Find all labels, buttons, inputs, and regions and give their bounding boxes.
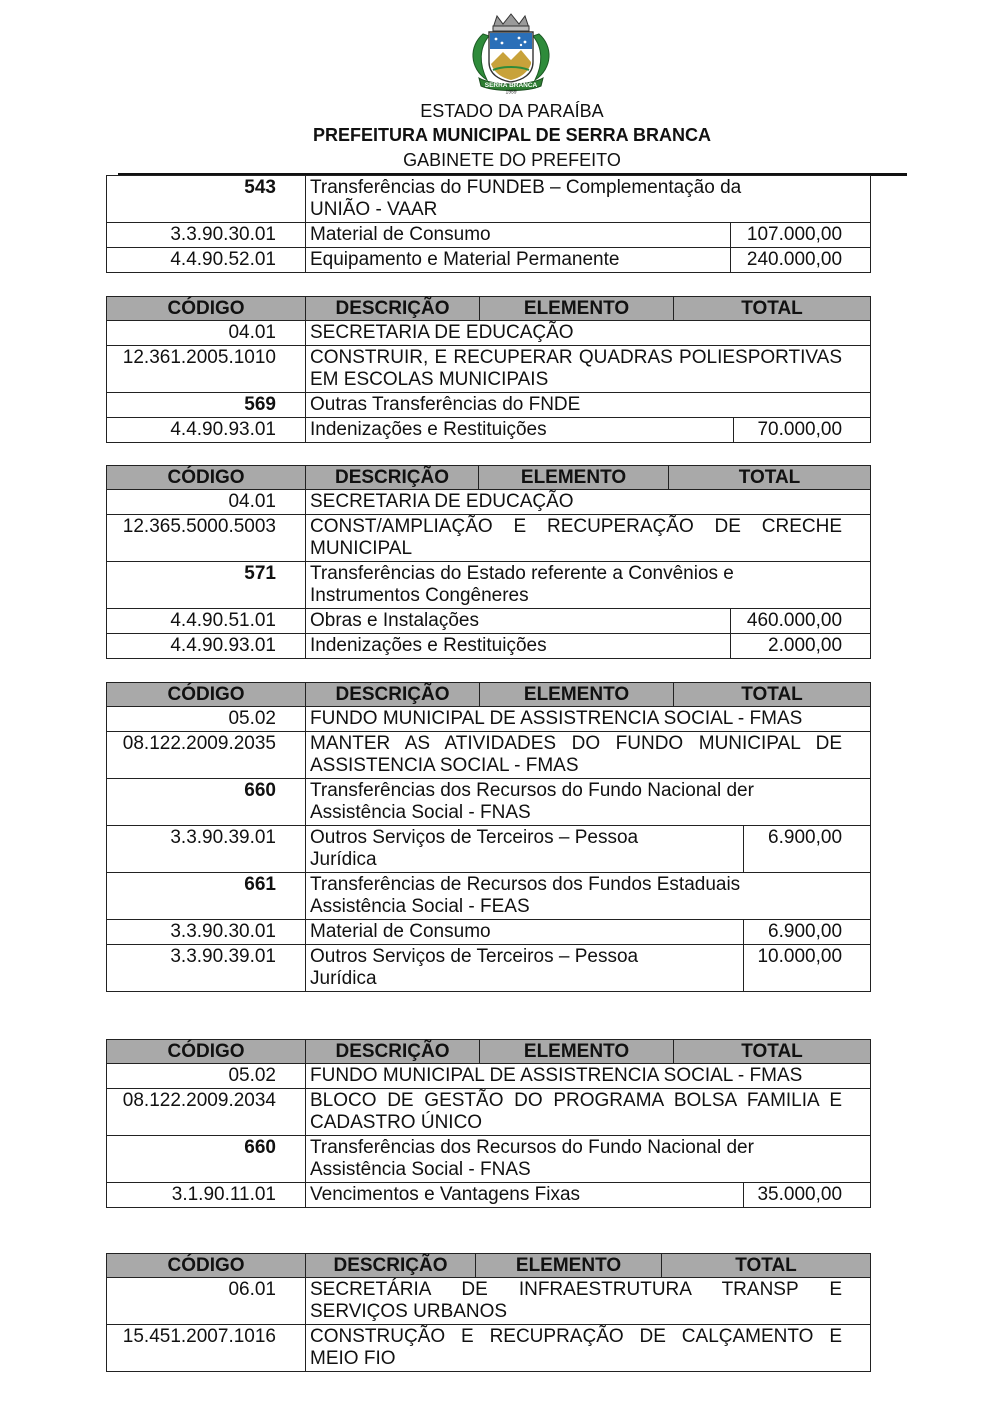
row-value: 70.000,00 — [734, 418, 871, 443]
row-description: SECRETÁRIA DE INFRAESTRUTURA TRANSP E SERVIÇOS URBANOS — [306, 1278, 871, 1325]
row-code: 543 — [107, 176, 306, 223]
crest-year: 1959 — [505, 89, 517, 94]
municipal-crest-icon — [463, 12, 559, 94]
row-description: Outros Serviços de Terceiros – Pessoa Jurídica — [306, 945, 744, 992]
prefeitura-name: PREFEITURA MUNICIPAL DE SERRA BRANCA — [312, 125, 711, 145]
col-codigo: CÓDIGO — [107, 297, 306, 321]
col-total: TOTAL — [674, 683, 871, 707]
row-value: 10.000,00 — [744, 945, 871, 992]
row-code: 12.361.2005.1010 — [107, 346, 306, 393]
table-row — [107, 346, 871, 393]
table-row — [107, 418, 871, 443]
row-description: CONST/AMPLIAÇÃO E RECUPERAÇÃO DE CRECHE MUNICIPAL — [306, 515, 871, 562]
col-codigo: CÓDIGO — [107, 1040, 306, 1064]
row-code: 05.02 — [107, 707, 306, 732]
col-total: TOTAL — [669, 466, 871, 490]
row-code: 06.01 — [107, 1278, 306, 1325]
table-header — [107, 466, 871, 490]
row-description: Transferências dos Recursos do Fundo Nacional der Assistência Social - FNAS — [306, 1136, 871, 1183]
row-code: 3.3.90.39.01 — [107, 945, 306, 992]
table-row — [107, 779, 871, 826]
row-code: 08.122.2009.2034 — [107, 1089, 306, 1136]
row-description: Outras Transferências do FNDE — [306, 393, 871, 418]
table-row — [107, 1183, 871, 1208]
row-code: 4.4.90.51.01 — [107, 609, 306, 634]
table-row — [107, 920, 871, 945]
table-header — [107, 297, 871, 321]
row-code: 4.4.90.52.01 — [107, 248, 306, 273]
table-row — [107, 490, 871, 515]
row-value: 107.000,00 — [731, 223, 871, 248]
table-header — [107, 1040, 871, 1064]
row-description: Transferências do Estado referente a Convênios e Instrumentos Congêneres — [306, 562, 871, 609]
budget-table-0 — [106, 175, 871, 273]
table-row — [107, 1136, 871, 1183]
row-code: 3.3.90.30.01 — [107, 223, 306, 248]
col-elemento: ELEMENTO — [476, 1254, 662, 1278]
col-codigo: CÓDIGO — [107, 466, 306, 490]
col-descricao: DESCRIÇÃO — [306, 466, 479, 490]
crest-ribbon-text: SERRA BRANCA — [484, 82, 538, 89]
col-elemento: ELEMENTO — [480, 683, 674, 707]
row-description: SECRETARIA DE EDUCAÇÃO — [306, 490, 871, 515]
row-code: 661 — [107, 873, 306, 920]
row-code: 3.3.90.30.01 — [107, 920, 306, 945]
row-description: Transferências dos Recursos do Fundo Nacional der Assistência Social - FNAS — [306, 779, 871, 826]
row-value: 6.900,00 — [744, 920, 871, 945]
row-description: Vencimentos e Vantagens Fixas — [306, 1183, 744, 1208]
table-row — [107, 826, 871, 873]
row-value: 460.000,00 — [731, 609, 871, 634]
row-description: MANTER AS ATIVIDADES DO FUNDO MUNICIPAL DE ASSISTENCIA SOCIAL - FMAS — [306, 732, 871, 779]
col-descricao: DESCRIÇÃO — [306, 683, 480, 707]
row-code: 569 — [107, 393, 306, 418]
row-code: 08.122.2009.2035 — [107, 732, 306, 779]
table-row — [107, 393, 871, 418]
row-description: CONSTRUÇÃO E RECUPRAÇÃO DE CALÇAMENTO E MEIO FIO — [306, 1325, 871, 1372]
col-descricao: DESCRIÇÃO — [306, 297, 480, 321]
row-code: 571 — [107, 562, 306, 609]
row-code: 660 — [107, 1136, 306, 1183]
row-description: Obras e Instalações — [306, 609, 731, 634]
row-value: 6.900,00 — [744, 826, 871, 873]
row-value: 2.000,00 — [731, 634, 871, 659]
col-codigo: CÓDIGO — [107, 683, 306, 707]
row-value: 35.000,00 — [744, 1183, 871, 1208]
row-description: FUNDO MUNICIPAL DE ASSISTRENCIA SOCIAL - FMAS — [306, 707, 871, 732]
table-row — [107, 732, 871, 779]
table-row — [107, 1089, 871, 1136]
col-codigo: CÓDIGO — [107, 1254, 306, 1278]
table-row — [107, 562, 871, 609]
table-row — [107, 1278, 871, 1325]
col-elemento: ELEMENTO — [480, 1040, 674, 1064]
row-code: 04.01 — [107, 490, 306, 515]
table-row — [107, 176, 871, 223]
col-elemento: ELEMENTO — [479, 466, 669, 490]
row-code: 04.01 — [107, 321, 306, 346]
row-code: 660 — [107, 779, 306, 826]
row-description: Transferências do FUNDEB – Complementação da UNIÃO - VAAR — [306, 176, 871, 223]
budget-table-3 — [106, 682, 871, 992]
table-row — [107, 515, 871, 562]
budget-table-5 — [106, 1253, 871, 1372]
budget-table-1 — [106, 296, 871, 443]
col-total: TOTAL — [662, 1254, 871, 1278]
table-row — [107, 873, 871, 920]
row-code: 3.1.90.11.01 — [107, 1183, 306, 1208]
col-elemento: ELEMENTO — [480, 297, 674, 321]
row-description: BLOCO DE GESTÃO DO PROGRAMA BOLSA FAMILIA E CADASTRO ÚNICO — [306, 1089, 871, 1136]
table-row — [107, 1064, 871, 1089]
row-description: SECRETARIA DE EDUCAÇÃO — [306, 321, 871, 346]
budget-table-2 — [106, 465, 871, 659]
table-row — [107, 945, 871, 992]
table-row — [107, 248, 871, 273]
table-row — [107, 223, 871, 248]
row-code: 12.365.5000.5003 — [107, 515, 306, 562]
row-code: 4.4.90.93.01 — [107, 634, 306, 659]
row-description: Equipamento e Material Permanente — [306, 248, 731, 273]
table-row — [107, 634, 871, 659]
row-description: Outros Serviços de Terceiros – Pessoa Jurídica — [306, 826, 744, 873]
table-row — [107, 321, 871, 346]
row-description: Material de Consumo — [306, 223, 731, 248]
table-row — [107, 707, 871, 732]
state-name: ESTADO DA PARAÍBA — [420, 101, 604, 121]
row-description: FUNDO MUNICIPAL DE ASSISTRENCIA SOCIAL - FMAS — [306, 1064, 871, 1089]
row-code: 15.451.2007.1016 — [107, 1325, 306, 1372]
row-description: Indenizações e Restituições — [306, 418, 734, 443]
table-header — [107, 683, 871, 707]
row-code: 3.3.90.39.01 — [107, 826, 306, 873]
row-description: CONSTRUIR, E RECUPERAR QUADRAS POLIESPORTIVAS EM ESCOLAS MUNICIPAIS — [306, 346, 871, 393]
row-description: Material de Consumo — [306, 920, 744, 945]
row-description: Indenizações e Restituições — [306, 634, 731, 659]
table-row — [107, 609, 871, 634]
row-value: 240.000,00 — [731, 248, 871, 273]
col-descricao: DESCRIÇÃO — [306, 1040, 480, 1064]
row-description: Transferências de Recursos dos Fundos Estaduais Assistência Social - FEAS — [306, 873, 871, 920]
gabinete-name: GABINETE DO PREFEITO — [403, 150, 621, 170]
col-descricao: DESCRIÇÃO — [306, 1254, 476, 1278]
table-row — [107, 1325, 871, 1372]
row-code: 4.4.90.93.01 — [107, 418, 306, 443]
budget-table-4 — [106, 1039, 871, 1208]
col-total: TOTAL — [674, 297, 871, 321]
row-code: 05.02 — [107, 1064, 306, 1089]
col-total: TOTAL — [674, 1040, 871, 1064]
table-header — [107, 1254, 871, 1278]
